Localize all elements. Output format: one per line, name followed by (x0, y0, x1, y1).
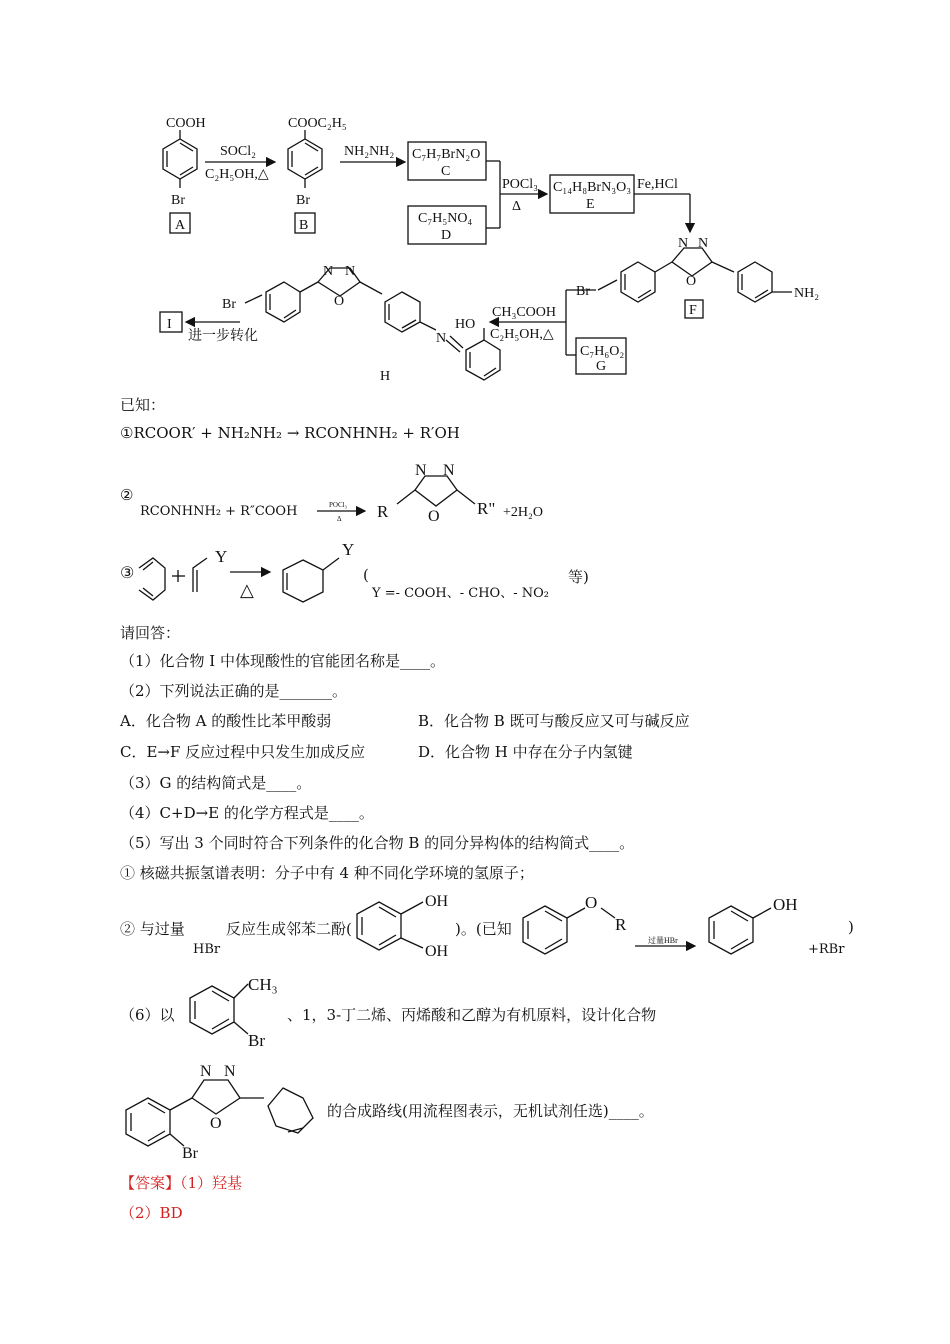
question-6-a: （6）以 (120, 1006, 175, 1024)
r2-tail: +2H₂O (503, 505, 543, 520)
arrow2-top: NH₂NH₂ (344, 144, 395, 159)
question-3: （3）G 的结构简式是____。 (120, 774, 312, 792)
g-formula: C₇H₆O₂ (580, 344, 625, 359)
r2-ring-o: O (428, 508, 440, 525)
condition-2-hbr: HBr (193, 942, 221, 957)
known-reaction-3-graphic (135, 540, 375, 610)
known-reaction-2-left: RCONHNH₂ + R″COOH (140, 504, 298, 519)
r2-cond: POCl₃ (329, 501, 348, 509)
f-ring-n2: N (698, 236, 709, 251)
r3-y1: Y (215, 547, 228, 566)
a-br: Br (171, 193, 185, 208)
bromotoluene-ch3: CH₃ (248, 975, 278, 994)
catechol-structure (345, 888, 455, 960)
ether-cleavage-graphic (515, 888, 815, 963)
arrow3-bottom: Δ (512, 199, 522, 214)
answer-2: （2）BD (120, 1204, 183, 1222)
bromotoluene-structure (170, 970, 290, 1050)
c-label: C (441, 164, 451, 179)
r3-cond: △ (240, 580, 254, 600)
i-label: I (167, 317, 172, 332)
question-6-c: 的合成路线(用流程图表示，无机试剂任选)____。 (327, 1102, 654, 1120)
question-1: （1）化合物 I 中体现酸性的官能团名称是____。 (120, 652, 446, 670)
h-oh: HO (455, 317, 476, 332)
question-4: （4）C+D→E 的化学方程式是____。 (120, 804, 374, 822)
questions-intro: 请回答： (120, 624, 181, 642)
catechol-oh1: OH (425, 893, 449, 910)
compound-b-ring (288, 139, 322, 179)
h-ring-o: O (334, 294, 345, 309)
b-ester: COOC₂H₅ (288, 116, 347, 131)
known-reaction-3-note-tail: 等) (568, 568, 589, 586)
r2-ring-n2: N (443, 462, 455, 479)
condition-2-b: 反应生成邻苯二酚( (226, 920, 352, 938)
h-ring-n2: N (345, 264, 356, 279)
arrow3-top: POCl₃ (502, 177, 539, 192)
r3-y2: Y (342, 540, 355, 559)
arrow5-top: CH₃COOH (492, 305, 556, 320)
r2-rr: R" (477, 499, 496, 518)
d-label: D (441, 228, 452, 243)
g-label: G (596, 359, 607, 374)
question-2: （2）下列说法正确的是_______。 (120, 682, 348, 700)
reaction-scheme (0, 100, 950, 390)
b-label: B (299, 218, 309, 233)
known-reaction-3-note-open: ( (363, 566, 369, 584)
arrow1-bottom: C₂H₅OH,△ (205, 167, 269, 182)
ether-cond: 过量HBr (648, 936, 678, 945)
a-cooh: COOH (166, 116, 206, 131)
target-n1: N (200, 1063, 212, 1080)
arrow5-bottom: C₂H₅OH,△ (490, 327, 554, 342)
condition-2-d: ) (848, 918, 854, 936)
known-reaction-3-num: ③ (120, 563, 135, 582)
h-imine-n: N (436, 331, 447, 346)
known-reaction-3-note: Y =- COOH、- CHO、- NO₂ (372, 586, 549, 601)
option-a: A．化合物 A 的酸性比苯甲酸弱 (120, 712, 332, 730)
h-ring-n1: N (323, 264, 334, 279)
h-label: H (380, 369, 391, 384)
question-6-b: 、1，3-丁二烯、丙烯酸和乙醇为有机原料，设计化合物 (287, 1006, 657, 1024)
bromotoluene-br: Br (248, 1031, 265, 1050)
f-br: Br (576, 284, 590, 299)
condition-1: ① 核磁共振氢谱表明：分子中有 4 种不同化学环境的氢原子； (120, 864, 534, 882)
target-n2: N (224, 1063, 236, 1080)
condition-2-a: ② 与过量 (120, 920, 185, 938)
option-c: C．E→F 反应过程中只发生加成反应 (120, 743, 366, 761)
condition-2-c: )。(已知 (455, 920, 512, 938)
f-label: F (689, 303, 697, 318)
a-label: A (175, 218, 186, 233)
phenol-oh: OH (773, 895, 798, 914)
known-reaction-2-num: ② (120, 486, 134, 504)
h-br: Br (222, 297, 236, 312)
condition-2-rbr: +RBr (808, 942, 845, 957)
option-d: D．化合物 H 中存在分子内氢键 (418, 743, 633, 761)
option-b: B．化合物 B 既可与酸反应又可与碱反应 (418, 712, 690, 730)
answer-1: 【答案】（1）羟基 (120, 1174, 243, 1192)
f-nh2: NH₂ (794, 286, 820, 301)
ether-r: R (615, 915, 627, 934)
target-br: Br (182, 1145, 198, 1162)
f-ring-n1: N (678, 236, 689, 251)
b-br: Br (296, 193, 310, 208)
target-compound-structure (118, 1058, 338, 1163)
arrow4-label: Fe,HCl (637, 177, 678, 192)
d-formula: C₇H₅NO₄ (418, 211, 473, 226)
r2-cond2: Δ (337, 515, 342, 523)
known-reaction-1: ①RCOOR′ + NH₂NH₂ → RCONHNH₂ + R′OH (120, 424, 460, 442)
target-o: O (210, 1115, 222, 1132)
r2-ring-n1: N (415, 462, 427, 479)
known-title: 已知： (120, 396, 166, 414)
c-formula: C₇H₇BrN₂O (412, 147, 481, 162)
question-5: （5）写出 3 个同时符合下列条件的化合物 B 的同分异构体的结构简式____。 (120, 834, 635, 852)
f-ring-o: O (686, 274, 697, 289)
e-formula: C₁₄H₈BrN₃O₃ (553, 180, 632, 195)
arrow6-bottom: 进一步转化 (188, 329, 258, 344)
e-label: E (586, 197, 595, 212)
compound-a-ring (163, 139, 197, 179)
catechol-oh2: OH (425, 943, 449, 960)
known-reaction-2-graphic (315, 458, 565, 528)
ether-o: O (585, 893, 598, 912)
arrow1-top: SOCl₂ (220, 144, 257, 159)
r2-r: R (377, 502, 389, 521)
